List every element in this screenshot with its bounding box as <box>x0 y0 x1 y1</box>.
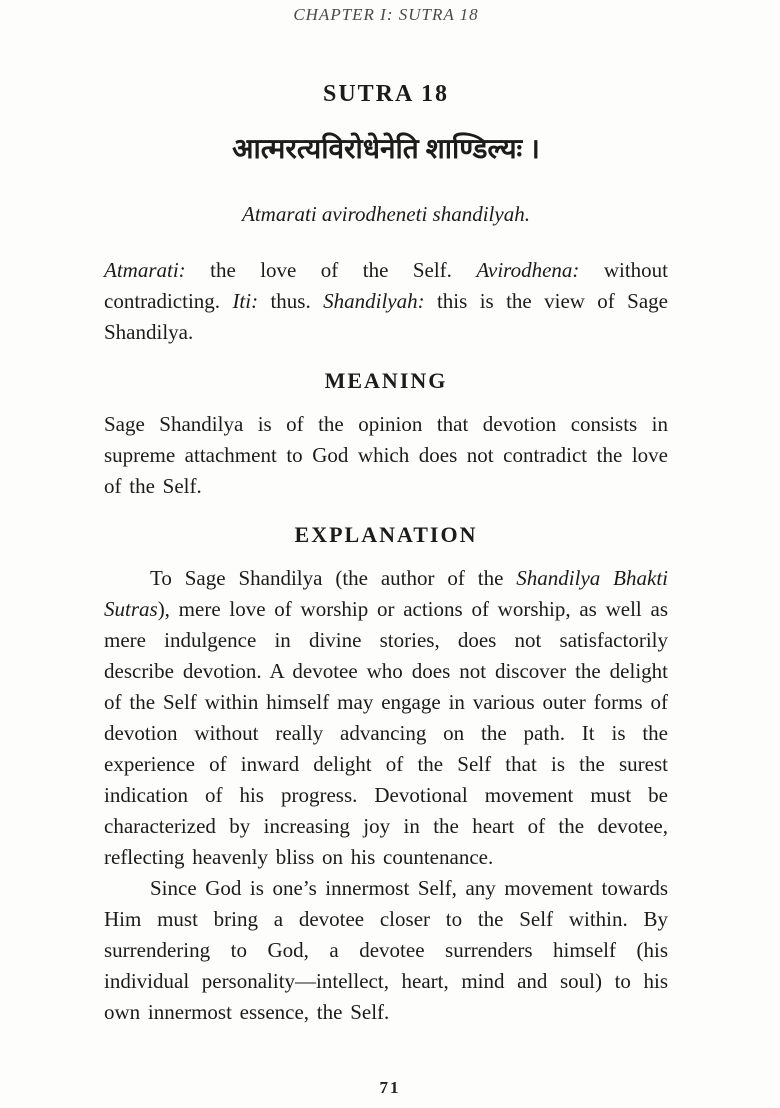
sutra-title: SUTRA 18 <box>322 81 450 107</box>
meaning-paragraph: Sage Shandilya is of the opinion that devotion consists in supreme attachment to God which does not contradict the love of the Self. <box>104 412 668 498</box>
text-run: thus. <box>258 289 324 313</box>
page-number: 71 <box>379 1078 401 1097</box>
sutra-devanagari-text: आत्मरत्यविरोधेनेति शाण्डिल्यः । <box>232 134 540 165</box>
word-meanings-paragraph <box>104 255 668 348</box>
italic-term: Atmarati: <box>104 258 186 282</box>
explanation-heading: EXPLANATION <box>294 522 478 547</box>
text-run: without contradicting. <box>104 258 668 313</box>
italic-term: Shandilya Bhakti Sutras <box>104 566 668 621</box>
running-header: CHAPTER I: SUTRA 18 <box>293 5 479 24</box>
text-run: this is the view of Sage Shandilya. <box>104 289 669 344</box>
sutra-transliteration: Atmarati avirodheneti shandilyah. <box>242 202 530 226</box>
text-run: the love of the Self. <box>185 258 477 282</box>
text-run: Since God is one’s innermost Self, any movement towards Him must bring a devotee closer to the Self within. By surrendering to God, a devotee surrenders himself (his individual personality—intellect, heart, mind and soul) to his own innermost essence, the Self. <box>104 876 668 1024</box>
meaning-heading: MEANING <box>324 368 448 393</box>
italic-term: Iti: <box>232 289 259 313</box>
text-run: To Sage Shandilya (the author of the <box>150 566 517 590</box>
text-run: ), mere love of worship or actions of worship, as well as mere indulgence in divine stories, does not satisfactorily describe devotion. A devotee who does not discover the delight of the Self within himself may engage in various outer forms of devotion without really advancing on the path. It is the experience of inward delight of the Self that is the surest indication of his progress. Devotional movement must be characterized by increasing joy in the heart of the devotee, reflecting heavenly bliss on his countenance. <box>104 597 668 869</box>
italic-term: Avirodhena: <box>476 258 580 282</box>
explanation-paragraph <box>104 563 668 873</box>
explanation-paragraph <box>104 873 668 1028</box>
italic-term: Shandilyah: <box>323 289 425 313</box>
